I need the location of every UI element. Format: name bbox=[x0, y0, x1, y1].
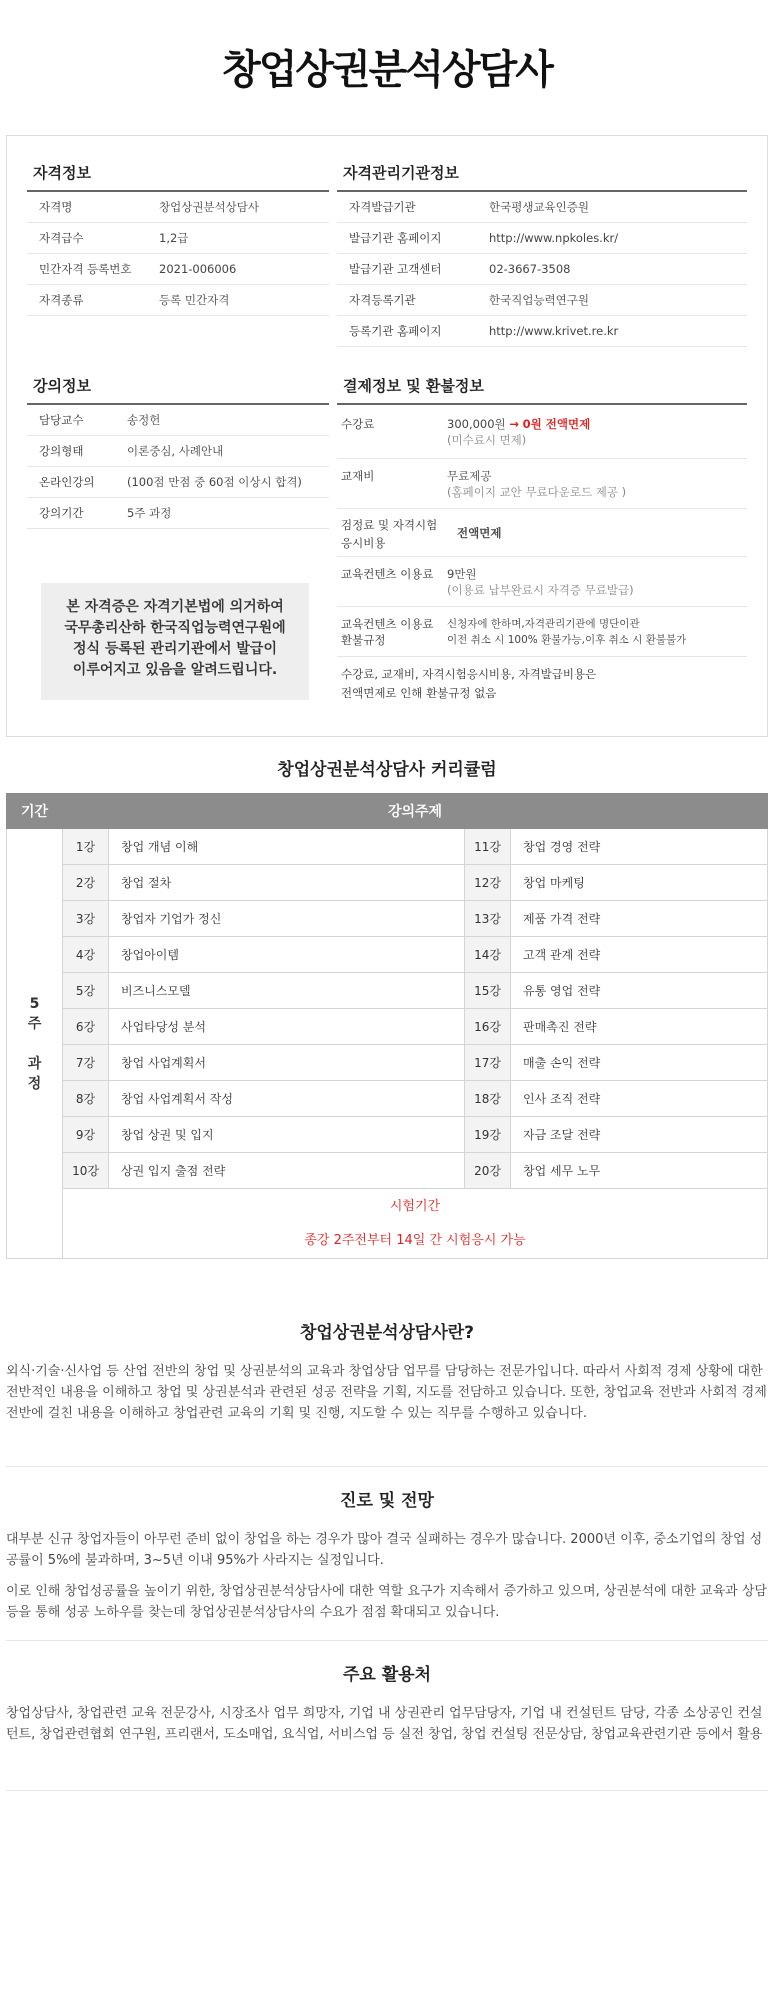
lesson-title: 창업 마케팅 bbox=[511, 865, 768, 901]
info-label: 온라인강의 bbox=[39, 475, 95, 489]
curriculum-col-topic: 강의주제 bbox=[63, 794, 768, 829]
table-row bbox=[7, 973, 768, 1009]
lesson-title: 창업 사업계획서 bbox=[109, 1045, 465, 1081]
exam-row bbox=[7, 1189, 768, 1259]
exam-fee-label-2: 응시비용 bbox=[341, 536, 386, 550]
info-value: 등록 민간자격 bbox=[159, 293, 230, 307]
agency-heading: 자격관리기관정보 bbox=[343, 164, 459, 182]
usage-section bbox=[6, 1660, 768, 1745]
lesson-number: 10강 bbox=[63, 1153, 109, 1189]
lesson-number: 6강 bbox=[63, 1009, 109, 1045]
lesson-title: 유통 영업 전략 bbox=[511, 973, 768, 1009]
content-fee-main: 9만원 bbox=[447, 567, 477, 581]
info-value: 송정헌 bbox=[127, 413, 161, 427]
exam-fee-label bbox=[337, 516, 457, 552]
info-label: 자격종류 bbox=[39, 293, 84, 307]
info-label: 민간자격 등록번호 bbox=[39, 262, 132, 276]
lesson-number: 17강 bbox=[465, 1045, 511, 1081]
info-label: 담당교수 bbox=[39, 413, 84, 427]
info-label: 자격명 bbox=[39, 200, 73, 214]
lesson-title: 인사 조직 전략 bbox=[511, 1081, 768, 1117]
content-fee-label: 교육컨텐츠 이용료 bbox=[341, 567, 434, 581]
period-char: 주 bbox=[27, 1015, 42, 1032]
lesson-title: 창업 경영 전략 bbox=[511, 829, 768, 865]
exam-desc: 종강 2주전부터 14일 간 시험응시 가능 bbox=[304, 1232, 526, 1248]
info-label: 발급기관 고객센터 bbox=[349, 262, 442, 276]
content-fee-value bbox=[447, 566, 634, 598]
info-value: http://www.npkoles.kr/ bbox=[489, 231, 619, 245]
notice-box bbox=[41, 583, 309, 700]
exam-fee-row bbox=[337, 509, 747, 557]
refund-footer bbox=[337, 657, 747, 703]
curriculum-table bbox=[6, 793, 768, 1259]
material-sub: (홈페이지 교안 무료다운로드 제공 ) bbox=[447, 485, 627, 499]
lesson-number: 4강 bbox=[63, 937, 109, 973]
agency-section bbox=[337, 156, 747, 347]
info-row bbox=[337, 223, 747, 254]
table-row bbox=[7, 901, 768, 937]
refund-label-1: 교육컨텐츠 이용료 bbox=[341, 617, 434, 631]
divider bbox=[6, 1790, 768, 1791]
divider bbox=[6, 1640, 768, 1641]
info-row bbox=[27, 467, 329, 498]
period-char: 정 bbox=[27, 1075, 42, 1092]
table-row bbox=[7, 1045, 768, 1081]
table-row bbox=[7, 1117, 768, 1153]
lesson-number: 19강 bbox=[465, 1117, 511, 1153]
fee-free: 0원 전액면제 bbox=[522, 417, 591, 431]
payment-section bbox=[337, 369, 747, 703]
refund-label-2: 환불규정 bbox=[341, 633, 386, 647]
lesson-number: 11강 bbox=[465, 829, 511, 865]
fee-sub: (미수료시 면제) bbox=[447, 433, 527, 447]
career-section bbox=[6, 1486, 768, 1623]
career-text-1: 대부분 신규 창업자들이 아무런 준비 없이 창업을 하는 경우가 많아 결국 실패하는 경우가 많습니다. 2000년 이후, 중소기업의 창업 성공률이 5%에 불과하며, 3~5년 이내 95%가 사라지는 실정입니다. bbox=[6, 1532, 763, 1568]
lesson-number: 16강 bbox=[465, 1009, 511, 1045]
lesson-number: 9강 bbox=[63, 1117, 109, 1153]
info-row bbox=[337, 254, 747, 285]
info-row bbox=[27, 254, 329, 285]
lesson-title: 창업 사업계획서 작성 bbox=[109, 1081, 465, 1117]
info-row bbox=[27, 436, 329, 467]
lesson-number: 8강 bbox=[63, 1081, 109, 1117]
refund-row bbox=[337, 607, 747, 657]
usage-text: 창업상담사, 창업관련 교육 전문강사, 시장조사 업무 희망자, 기업 내 상권관리 업무담당자, 기업 내 컨설턴트 담당, 각종 소상공인 컨설턴트, 창업관련협회 연구원, 프리랜서, 도소매업, 요식업, 서비스업 등 실전 창업, 창업 컨설팅 전문상담, 창업교육관련기관 등에서 활용 bbox=[6, 1706, 763, 1742]
info-value: 한국평생교육인증원 bbox=[489, 200, 589, 214]
lesson-number: 15강 bbox=[465, 973, 511, 1009]
info-row bbox=[337, 285, 747, 316]
content-fee-sub: (이용료 납부완료시 자격증 무료발급) bbox=[447, 583, 634, 597]
material-value bbox=[447, 468, 626, 500]
lesson-title: 창업 세무 노무 bbox=[511, 1153, 768, 1189]
table-row bbox=[7, 1153, 768, 1189]
table-row bbox=[7, 1009, 768, 1045]
lesson-number: 20강 bbox=[465, 1153, 511, 1189]
fee-arrow: → bbox=[509, 417, 519, 431]
notice-line-2: 국무총리산하 한국직업능력연구원에 bbox=[64, 620, 286, 636]
lesson-number: 13강 bbox=[465, 901, 511, 937]
lesson-title: 사업타당성 분석 bbox=[109, 1009, 465, 1045]
refund-value-2: 이전 취소 시 100% 환불가능,이후 취소 시 환불불가 bbox=[447, 634, 687, 646]
lesson-title: 제품 가격 전략 bbox=[511, 901, 768, 937]
page-title: 창업상권분석상담사 bbox=[222, 47, 552, 93]
lesson-title: 창업 개념 이해 bbox=[109, 829, 465, 865]
exam-fee-value: 전액면제 bbox=[457, 526, 502, 540]
period-char bbox=[7, 1034, 62, 1054]
lesson-title: 창업자 기업가 정신 bbox=[109, 901, 465, 937]
info-label: 자격발급기관 bbox=[349, 200, 416, 214]
info-label: 등록기관 홈페이지 bbox=[349, 324, 442, 338]
fee-price: 300,000원 bbox=[447, 417, 506, 431]
about-text: 외식·기술·신사업 등 산업 전반의 창업 및 상권분석의 교육과 창업상담 업무를 담당하는 전문가입니다. 따라서 사회적 경제 상황에 대한 전반적인 내용을 이해하고 창업 및 상권분석과 관련된 성공 전략을 기획, 지도를 전담하고 있습니다. 또한, 창업교육 전반과 사회적 경제 전반에 걸친 내용을 이해하고 창업관련 교육의 기획 및 진행, 지도할 수 있는 직무를 수행하고 있습니다. bbox=[6, 1364, 767, 1421]
fee-value bbox=[447, 416, 590, 448]
lesson-title: 고객 관계 전략 bbox=[511, 937, 768, 973]
lesson-number: 14강 bbox=[465, 937, 511, 973]
exam-title: 시험기간 bbox=[389, 1198, 441, 1214]
about-title: 창업상권분석상담사란? bbox=[299, 1323, 475, 1343]
info-row bbox=[27, 498, 329, 529]
table-row bbox=[7, 829, 768, 865]
exam-fee-label-1: 검정료 및 자격시험 bbox=[341, 518, 438, 532]
period-char: 과 bbox=[27, 1055, 42, 1072]
info-label: 강의형태 bbox=[39, 444, 84, 458]
material-label: 교재비 bbox=[341, 469, 375, 483]
info-row bbox=[337, 316, 747, 347]
info-value: 02-3667-3508 bbox=[489, 262, 571, 276]
curriculum-col-period: 기간 bbox=[7, 794, 63, 829]
lesson-number: 1강 bbox=[63, 829, 109, 865]
lesson-number: 5강 bbox=[63, 973, 109, 1009]
lesson-title: 창업 절차 bbox=[109, 865, 465, 901]
material-row bbox=[337, 459, 747, 509]
lesson-number: 12강 bbox=[465, 865, 511, 901]
table-row bbox=[7, 865, 768, 901]
info-row bbox=[27, 405, 329, 436]
lesson-number: 3강 bbox=[63, 901, 109, 937]
info-value: 창업상권분석상담사 bbox=[159, 200, 259, 214]
info-row bbox=[27, 192, 329, 223]
qualification-heading: 자격정보 bbox=[33, 164, 91, 182]
table-row bbox=[7, 1081, 768, 1117]
lesson-title: 창업아이템 bbox=[109, 937, 465, 973]
lesson-title: 매출 손익 전략 bbox=[511, 1045, 768, 1081]
exam-period bbox=[63, 1189, 768, 1259]
info-label: 자격급수 bbox=[39, 231, 84, 245]
info-box bbox=[6, 135, 768, 737]
career-text-2: 이로 인해 창업성공률을 높이기 위한, 창업상권분석상담사에 대한 역할 요구가 지속해서 증가하고 있으며, 상권분석에 대한 교육과 상담 등을 통해 성공 노하우를 찾는데 창업상권분석상담사의 수요가 점점 확대되고 있습니다. bbox=[6, 1584, 767, 1620]
lecture-section bbox=[27, 369, 329, 529]
info-row bbox=[27, 285, 329, 316]
fee-row bbox=[337, 405, 747, 459]
table-row bbox=[7, 937, 768, 973]
info-label: 발급기관 홈페이지 bbox=[349, 231, 442, 245]
lesson-number: 2강 bbox=[63, 865, 109, 901]
divider bbox=[6, 1466, 768, 1467]
curriculum-title: 창업상권분석상담사 커리큘럼 bbox=[277, 760, 497, 780]
fee-label: 수강료 bbox=[341, 417, 375, 431]
info-row bbox=[27, 223, 329, 254]
info-label: 자격등록기관 bbox=[349, 293, 416, 307]
lesson-number: 7강 bbox=[63, 1045, 109, 1081]
notice-line-3: 정식 등록된 관리기관에서 발급이 bbox=[73, 641, 277, 657]
refund-label bbox=[337, 616, 447, 648]
period-char: 5 bbox=[29, 995, 40, 1012]
lesson-title: 상권 입지 출점 전략 bbox=[109, 1153, 465, 1189]
info-label: 강의기간 bbox=[39, 506, 84, 520]
lesson-title: 자금 조달 전략 bbox=[511, 1117, 768, 1153]
about-section bbox=[6, 1318, 768, 1424]
career-title: 진로 및 전망 bbox=[340, 1491, 434, 1511]
notice-line-4: 이루어지고 있음을 알려드립니다. bbox=[72, 662, 278, 678]
info-value: 1,2급 bbox=[159, 231, 189, 245]
lecture-heading: 강의정보 bbox=[33, 377, 91, 395]
material-main: 무료제공 bbox=[447, 469, 492, 483]
qualification-section bbox=[27, 156, 329, 316]
info-value: (100점 만점 중 60점 이상시 합격) bbox=[127, 475, 302, 489]
info-value: 한국직업능력연구원 bbox=[489, 293, 589, 307]
info-row bbox=[337, 192, 747, 223]
info-value: http://www.krivet.re.kr bbox=[489, 324, 619, 338]
info-value: 5주 과정 bbox=[127, 506, 172, 520]
refund-value-1: 신청자에 한하며,자격관리기관에 명단이관 bbox=[447, 618, 640, 630]
lesson-number: 18강 bbox=[465, 1081, 511, 1117]
content-fee-row bbox=[337, 557, 747, 607]
lesson-title: 판매촉진 전략 bbox=[511, 1009, 768, 1045]
info-value: 이론중심, 사례안내 bbox=[127, 444, 224, 458]
notice-line-1: 본 자격증은 자격기본법에 의거하여 bbox=[66, 599, 284, 615]
lesson-title: 비즈니스모델 bbox=[109, 973, 465, 1009]
payment-heading: 결제정보 및 환불정보 bbox=[343, 377, 484, 395]
curriculum-period bbox=[7, 829, 63, 1259]
usage-title: 주요 활용처 bbox=[342, 1665, 432, 1685]
refund-value bbox=[447, 616, 686, 648]
refund-footer-2: 전액면제로 인해 환불규정 없음 bbox=[341, 686, 497, 700]
lesson-title: 창업 상권 및 입지 bbox=[109, 1117, 465, 1153]
info-value: 2021-006006 bbox=[159, 262, 237, 276]
refund-footer-1: 수강료, 교재비, 자격시험응시비용, 자격발급비용은 bbox=[341, 667, 597, 681]
